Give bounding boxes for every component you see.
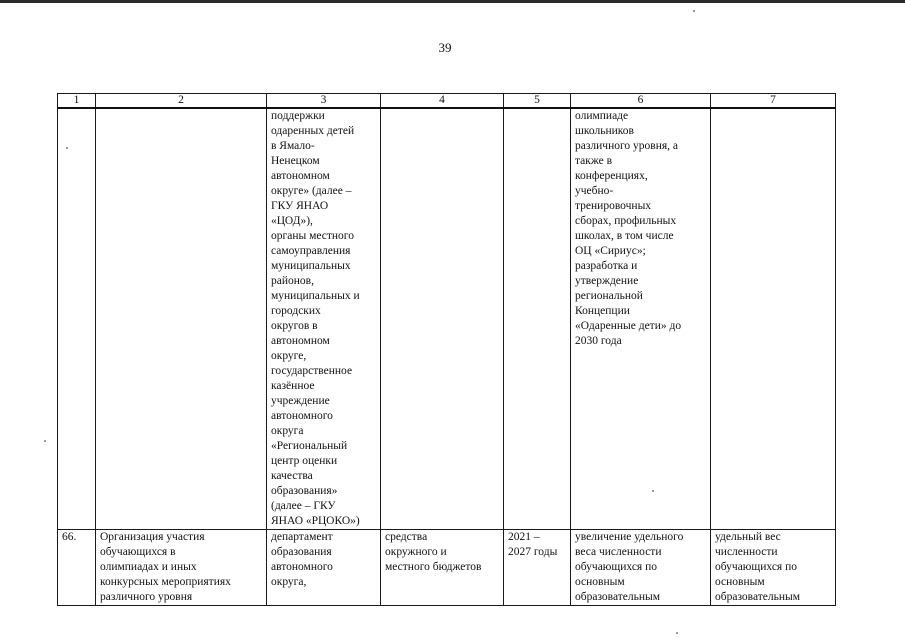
table-cell-period: 2021 – 2027 годы [504,530,571,606]
table-cell [711,108,836,530]
column-header-7: 7 [711,94,836,109]
scan-speck [693,10,695,12]
table-header-row [58,94,836,109]
table-cell [58,108,96,530]
table-cell-results: увеличение удельного веса численности обучающихся по основным образовательным [571,530,711,606]
scan-speck [66,147,68,149]
table-cell [96,108,267,530]
table-cell-indicator: удельный вес численности обучающихся по основным образовательным [711,530,836,606]
table-row [58,108,836,530]
column-header-3: 3 [267,94,381,109]
column-header-4: 4 [381,94,504,109]
page-number: 39 [438,40,452,55]
table-row [58,530,836,606]
table-cell-results: олимпиаде школьников различного уровня, а также в конференциях, учебно- тренировочных сборах, профильных школах, в том числе ОЦ «Сириус»; разработка и утверждение региональной Концепции «Одаренные дети» до 2030 года [571,108,711,530]
column-header-6: 6 [571,94,711,109]
column-header-5: 5 [504,94,571,109]
table-cell [381,108,504,530]
table-cell-funding: средства окружного и местного бюджетов [381,530,504,606]
table-cell-executors: поддержки одаренных детей в Ямало- Ненецком автономном округе» (далее – ГКУ ЯНАО «ЦОД»), органы местного самоуправления муниципальных районов, муниципальных и городских округов в автономном округе, государственное казённое учреждение автономного округа «Региональный центр оценки качества образования» (далее – ГКУ ЯНАО «РЦОКО») [267,108,381,530]
column-header-1: 1 [58,94,96,109]
scan-speck [44,440,46,442]
program-table [57,93,836,606]
scan-speck [652,490,654,492]
table-cell-executors: департамент образования автономного округа, [267,530,381,606]
scan-speck [676,632,678,634]
table-cell-activity: Организация участия обучающихся в олимпиадах и иных конкурсных мероприятиях различного уровня [96,530,267,606]
table-cell [504,108,571,530]
top-scan-rule [0,0,905,3]
column-header-2: 2 [96,94,267,109]
table-cell-number: 66. [58,530,96,606]
